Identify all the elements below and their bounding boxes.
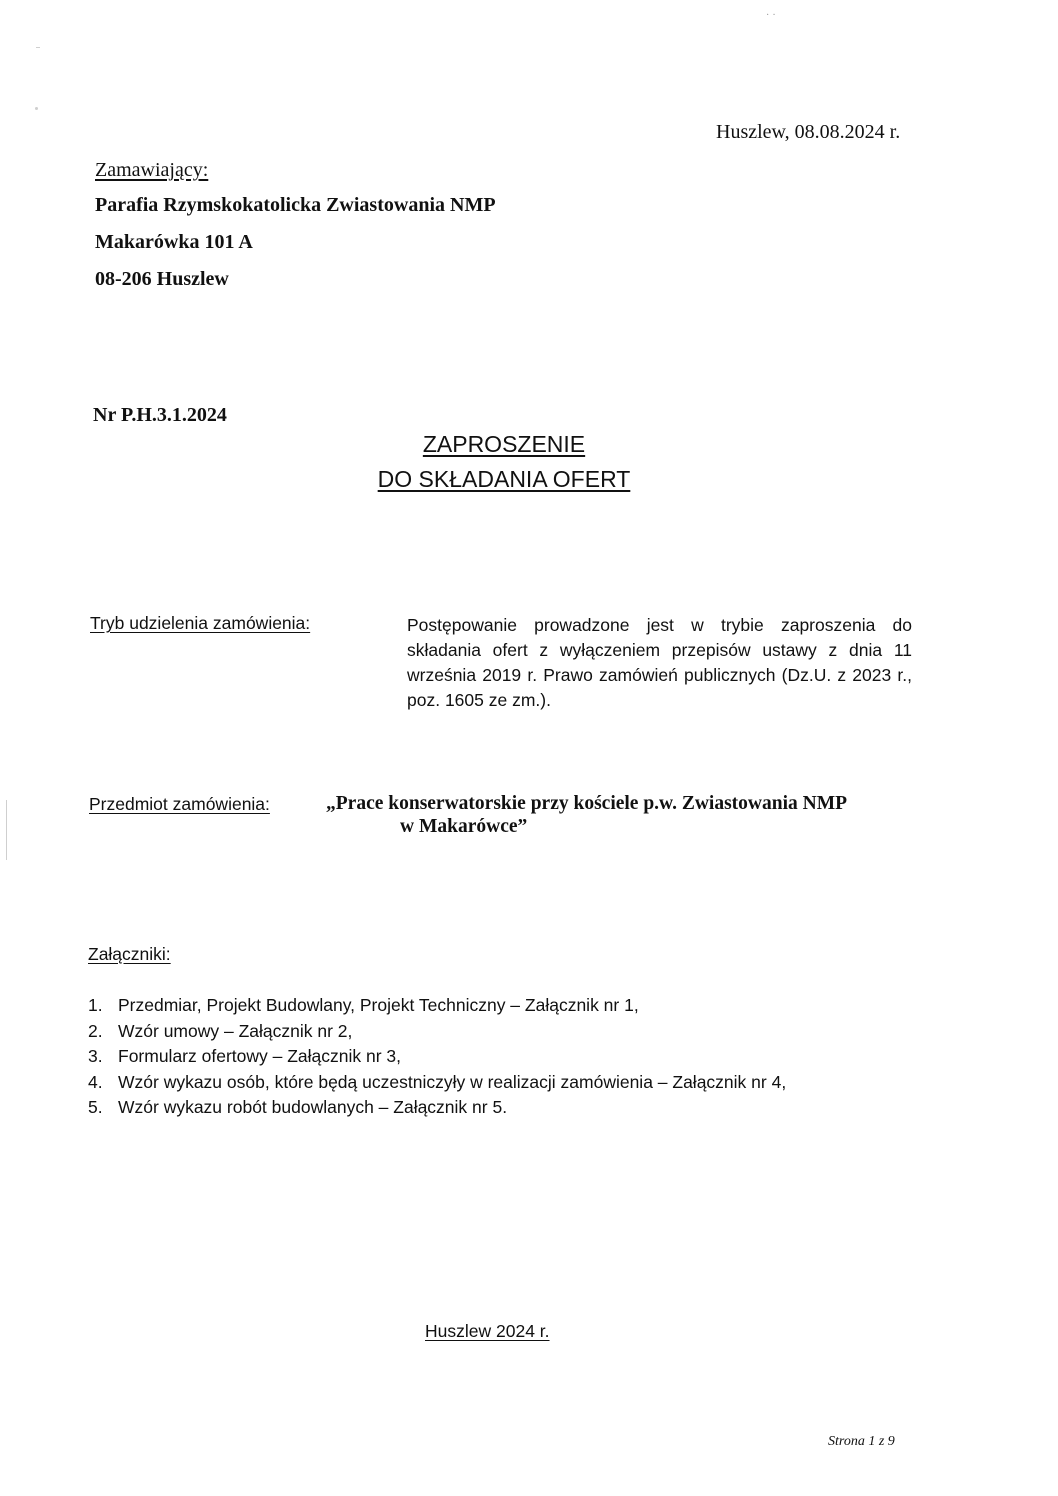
list-item-number: 1.	[88, 995, 103, 1015]
list-item-text: Przedmiar, Projekt Budowlany, Projekt Techniczny – Załącznik nr 1,	[118, 995, 639, 1015]
document-title-line2	[0, 466, 1008, 493]
orderer-street: Makarówka 101 A	[95, 231, 253, 253]
subject-text-line1: „Prace konserwatorskie przy kościele p.w. Zwiastowania NMP	[326, 793, 848, 814]
subject-text-line2: w Makarówce”	[400, 816, 528, 837]
orderer-name: Parafia Rzymskokatolicka Zwiastowania NMP	[95, 194, 496, 216]
procedure-text: Postępowanie prowadzone jest w trybie zaproszenia do składania ofert z wyłączeniem przepisów ustawy z dnia 11 września 2019 r. Prawo zamówień publicznych (Dz.U. z 2023 r., poz. 1605 ze zm.).	[407, 615, 912, 710]
orderer-label: Zamawiający:	[95, 159, 209, 181]
attachments-label: Załączniki:	[88, 944, 171, 964]
attachments-list	[88, 995, 786, 1123]
scan-edge-mark	[36, 47, 40, 48]
procedure-label: Tryb udzielenia zamówienia:	[90, 613, 311, 633]
title-text-2: DO SKŁADANIA OFERT	[377, 466, 631, 492]
list-item-number: 5.	[88, 1097, 103, 1117]
list-item	[88, 995, 786, 1021]
scan-artifact: ··	[766, 10, 779, 21]
list-item-text: Wzór wykazu osób, które będą uczestniczyły w realizacji zamówienia – Załącznik nr 4,	[118, 1071, 787, 1092]
list-item-text: Wzór umowy – Załącznik nr 2,	[118, 1020, 353, 1041]
list-item-text: Wzór wykazu robót budowlanych – Załącznik nr 5.	[118, 1097, 508, 1117]
document-date: Huszlew, 08.08.2024 r.	[716, 121, 901, 143]
list-item	[88, 1046, 786, 1072]
footer-place-year: Huszlew 2024 r.	[425, 1321, 550, 1341]
page-number: Strona 1 z 9	[828, 1434, 895, 1449]
list-item	[88, 1097, 786, 1123]
subject-label: Przedmiot zamówienia:	[89, 794, 270, 814]
orderer-city: 08-206 Huszlew	[95, 268, 229, 290]
scan-edge-mark	[6, 800, 7, 860]
list-item	[88, 1021, 786, 1047]
list-item-number: 2.	[88, 1020, 103, 1041]
list-item-number: 3.	[88, 1046, 103, 1066]
reference-number: Nr P.H.3.1.2024	[93, 404, 227, 426]
list-item	[88, 1072, 786, 1098]
scan-edge-mark	[35, 107, 38, 110]
list-item-number: 4.	[88, 1071, 103, 1092]
list-item-text: Formularz ofertowy – Załącznik nr 3,	[118, 1046, 402, 1066]
document-title-line1	[0, 431, 1008, 458]
title-text-1: ZAPROSZENIE	[422, 431, 586, 457]
